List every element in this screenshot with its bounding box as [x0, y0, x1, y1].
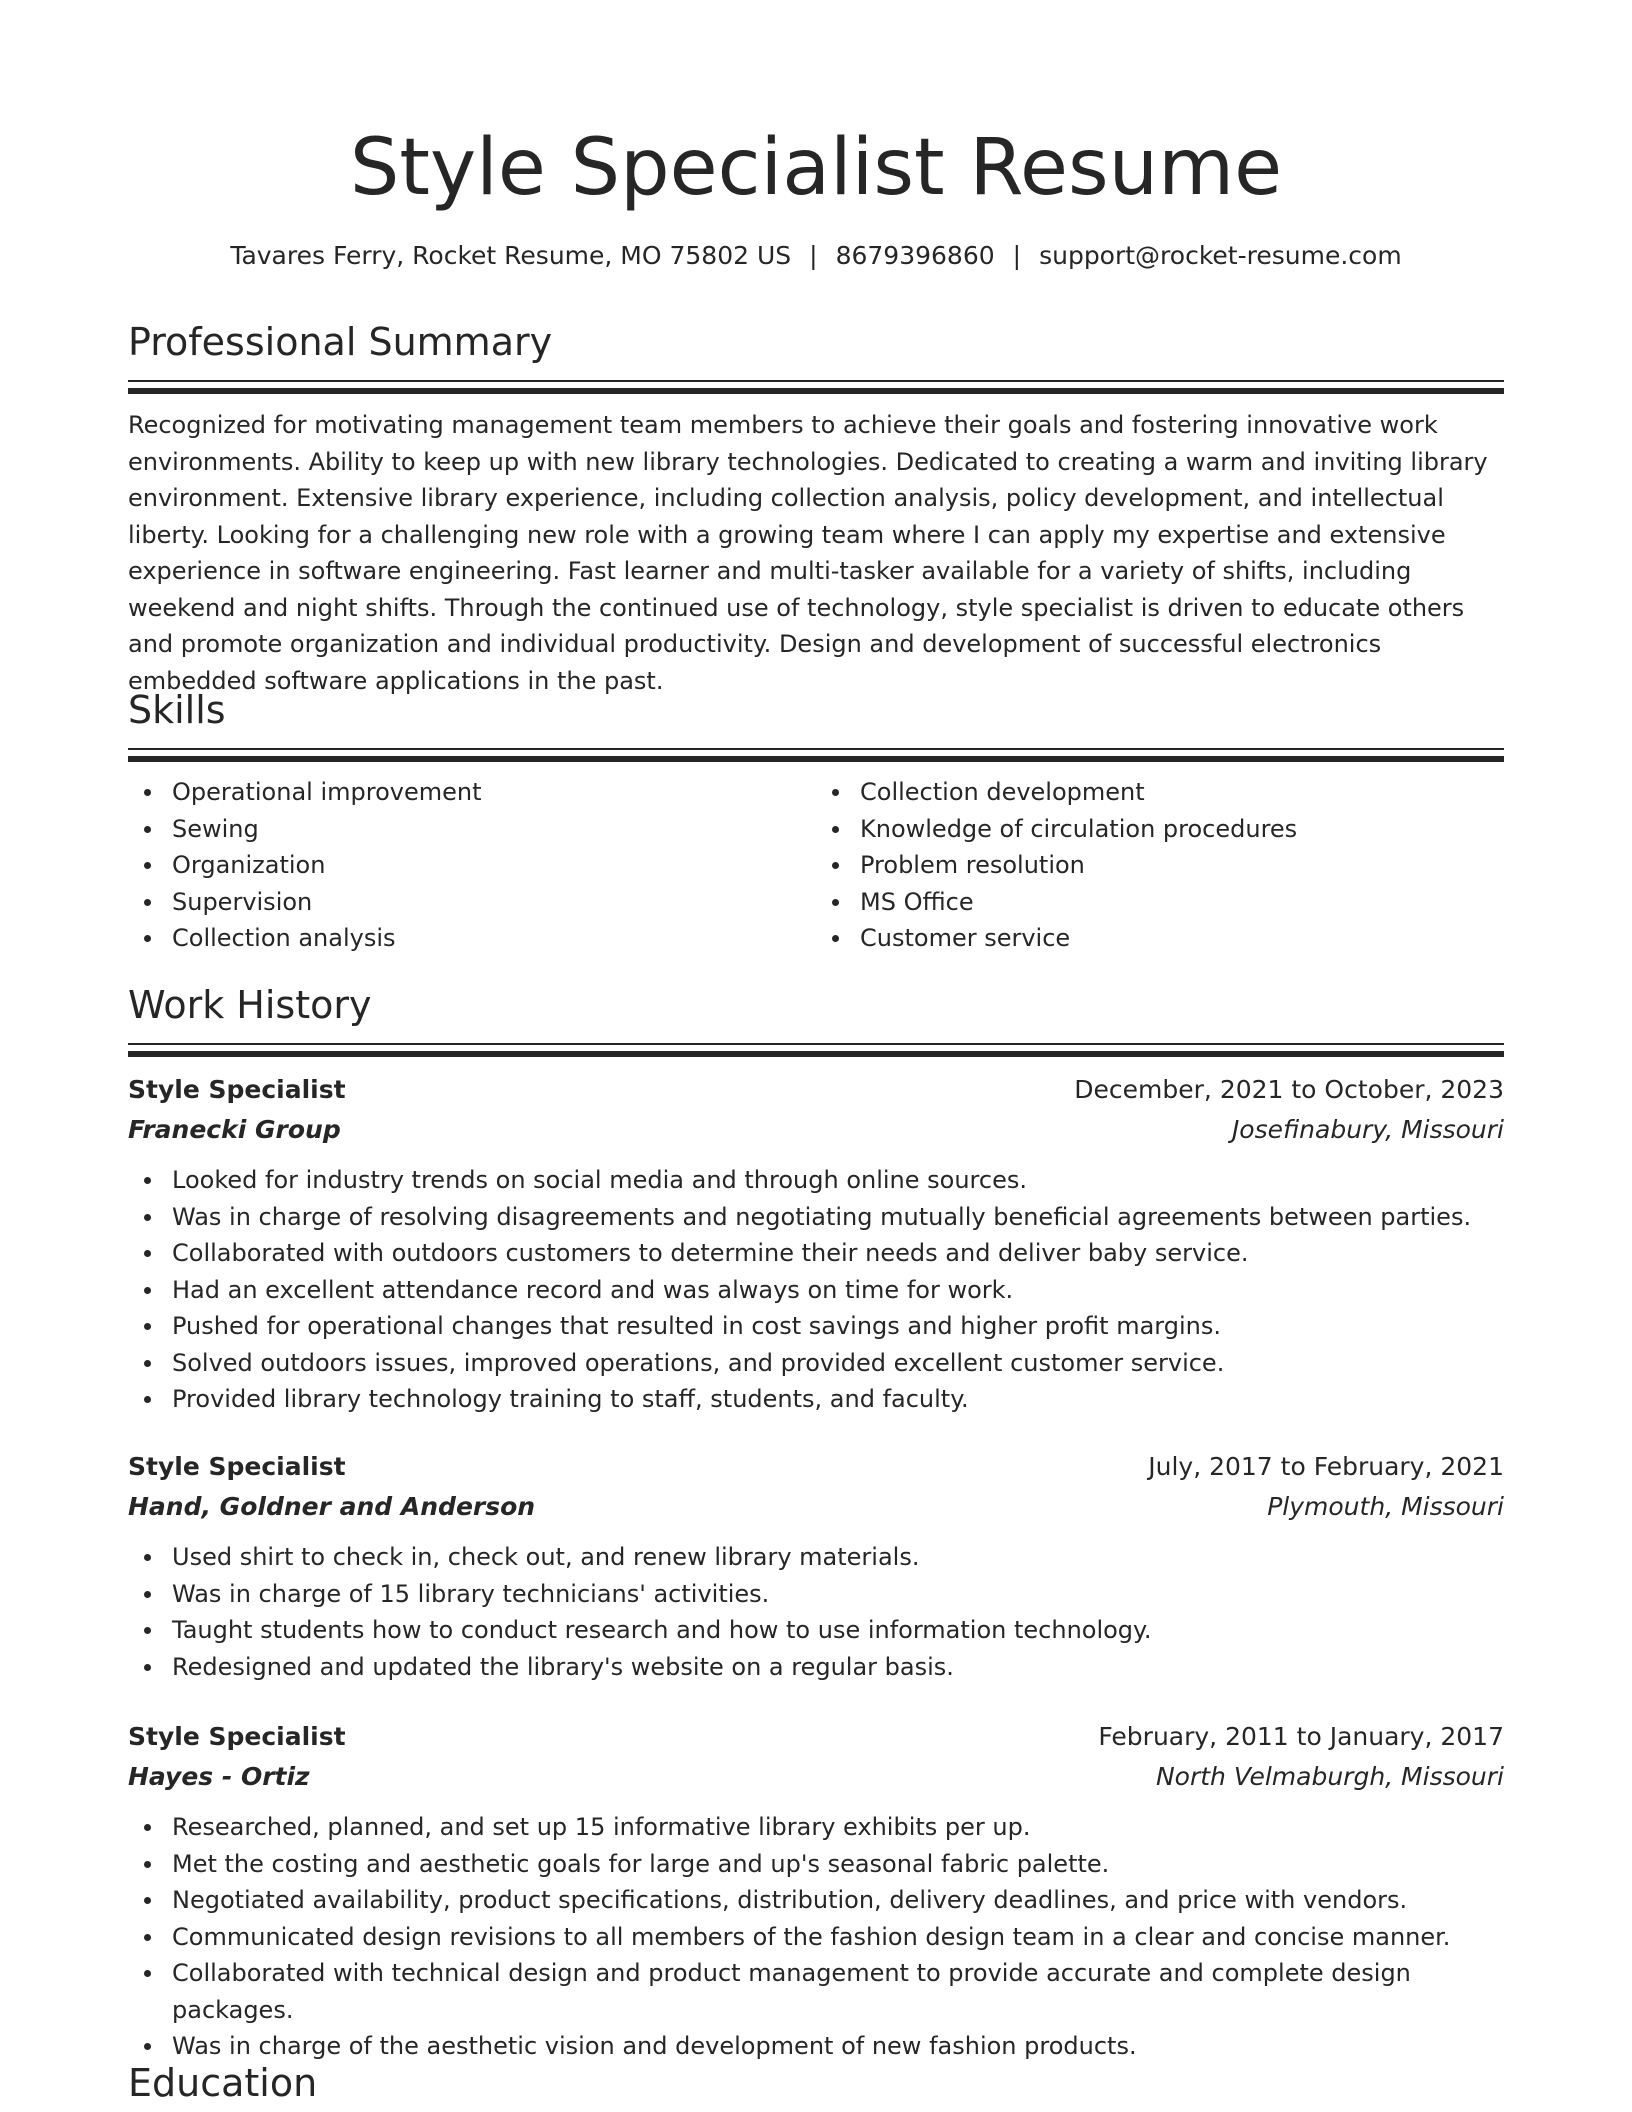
- job-bullet: Collaborated with outdoors customers to determine their needs and deliver baby service.: [172, 1235, 1504, 1272]
- job-title-row: [128, 1717, 1504, 1757]
- section-divider: [128, 1043, 1504, 1045]
- section-divider: [128, 380, 1504, 382]
- skills-heading: Skills: [128, 688, 226, 732]
- skills-column-left: [128, 774, 816, 957]
- section-divider: [128, 388, 1504, 394]
- job-bullet: Had an excellent attendance record and was always on time for work.: [172, 1272, 1504, 1309]
- skill-item: Collection development: [860, 774, 1504, 811]
- job-bullet: Looked for industry trends on social media and through online sources.: [172, 1162, 1504, 1199]
- contact-separator: |: [1012, 241, 1022, 270]
- job-bullet: Solved outdoors issues, improved operations, and provided excellent customer service.: [172, 1345, 1504, 1382]
- contact-line: [128, 238, 1504, 274]
- job-bullet: Collaborated with technical design and product management to provide accurate and complete design packages.: [172, 1955, 1504, 2028]
- job-bullet: Redesigned and updated the library's website on a regular basis.: [172, 1649, 1504, 1686]
- job-bullet: Was in charge of the aesthetic vision and development of new fashion products.: [172, 2028, 1504, 2065]
- job-company-row: [128, 1757, 1504, 1797]
- skill-item: Knowledge of circulation procedures: [860, 811, 1504, 848]
- skill-item: Operational improvement: [172, 774, 816, 811]
- work-section-header: [128, 981, 1504, 1057]
- job-bullet: Met the costing and aesthetic goals for large and up's seasonal fabric palette.: [172, 1846, 1504, 1883]
- section-divider: [128, 756, 1504, 762]
- job-entry: [128, 1447, 1504, 1685]
- job-entry: [128, 1070, 1504, 1418]
- job-company: Hand, Goldner and Anderson: [128, 1492, 536, 1521]
- education-heading: Education: [128, 2061, 318, 2105]
- job-company: Hayes - Ortiz: [128, 1762, 310, 1791]
- job-bullet: Provided library technology training to staff, students, and faculty.: [172, 1381, 1504, 1418]
- summary-heading: Professional Summary: [128, 320, 553, 364]
- job-location: North Velmaburgh, Missouri: [1155, 1762, 1504, 1791]
- contact-email[interactable]: support@rocket-resume.com: [1039, 241, 1402, 270]
- job-dates: July, 2017 to February, 2021: [1148, 1452, 1504, 1481]
- job-bullets: [128, 1539, 1504, 1685]
- job-bullet: Negotiated availability, product specifications, distribution, delivery deadlines, and price with vendors.: [172, 1882, 1504, 1919]
- job-bullet: Used shirt to check in, check out, and renew library materials.: [172, 1539, 1504, 1576]
- job-company-row: [128, 1487, 1504, 1527]
- skill-item: Customer service: [860, 920, 1504, 957]
- job-location: Josefinabury, Missouri: [1231, 1115, 1504, 1144]
- job-bullet: Was in charge of resolving disagreements and negotiating mutually beneficial agreements between parties.: [172, 1199, 1504, 1236]
- job-entry: [128, 1717, 1504, 2065]
- skill-item: Supervision: [172, 884, 816, 921]
- job-title-row: [128, 1070, 1504, 1110]
- summary-text: Recognized for motivating management team members to achieve their goals and fostering innovative work environments. Ability to keep up with new library technologies. Dedicated to creating a warm and inviting library environment. Extensive library experience, including collection analysis, policy development, and intellectual liberty. Looking for a challenging new role with a growing team where I can apply my expertise and extensive experience in software engineering. Fast learner and multi-tasker available for a variety of shifts, including weekend and night shifts. Through the continued use of technology, style specialist is driven to educate others and promote organization and individual productivity. Design and development of successful electronics embedded software applications in the past.: [128, 411, 1488, 695]
- contact-phone: 8679396860: [835, 241, 995, 270]
- job-bullet: Pushed for operational changes that resulted in cost savings and higher profit margins.: [172, 1308, 1504, 1345]
- summary-section-header: [128, 318, 1504, 394]
- job-bullets: [128, 1162, 1504, 1418]
- job-title-row: [128, 1447, 1504, 1487]
- job-title: Style Specialist: [128, 1075, 346, 1104]
- section-divider: [128, 748, 1504, 750]
- skills-list: [128, 774, 1504, 957]
- job-company-row: [128, 1110, 1504, 1150]
- job-title: Style Specialist: [128, 1452, 346, 1481]
- skill-item: MS Office: [860, 884, 1504, 921]
- education-section-header: [128, 2059, 1504, 2107]
- job-company: Franecki Group: [128, 1115, 341, 1144]
- job-title: Style Specialist: [128, 1722, 346, 1751]
- job-dates: February, 2011 to January, 2017: [1098, 1722, 1504, 1751]
- job-bullet: Communicated design revisions to all members of the fashion design team in a clear and concise manner.: [172, 1919, 1504, 1956]
- skills-column-right: [816, 774, 1504, 957]
- skills-section-header: [128, 686, 1504, 762]
- contact-address: Tavares Ferry, Rocket Resume, MO 75802 US: [230, 241, 792, 270]
- job-bullet: Taught students how to conduct research and how to use information technology.: [172, 1612, 1504, 1649]
- skill-item: Sewing: [172, 811, 816, 848]
- work-heading: Work History: [128, 983, 372, 1027]
- skill-item: Organization: [172, 847, 816, 884]
- resume-title: Style Specialist Resume: [349, 123, 1283, 213]
- contact-separator: |: [809, 241, 818, 270]
- skill-item: Collection analysis: [172, 920, 816, 957]
- job-location: Plymouth, Missouri: [1267, 1492, 1504, 1521]
- job-bullets: [128, 1809, 1504, 2065]
- job-dates: December, 2021 to October, 2023: [1074, 1075, 1504, 1104]
- job-bullet: Researched, planned, and set up 15 informative library exhibits per up.: [172, 1809, 1504, 1846]
- section-divider: [128, 1051, 1504, 1057]
- skill-item: Problem resolution: [860, 847, 1504, 884]
- job-bullet: Was in charge of 15 library technicians' activities.: [172, 1576, 1504, 1613]
